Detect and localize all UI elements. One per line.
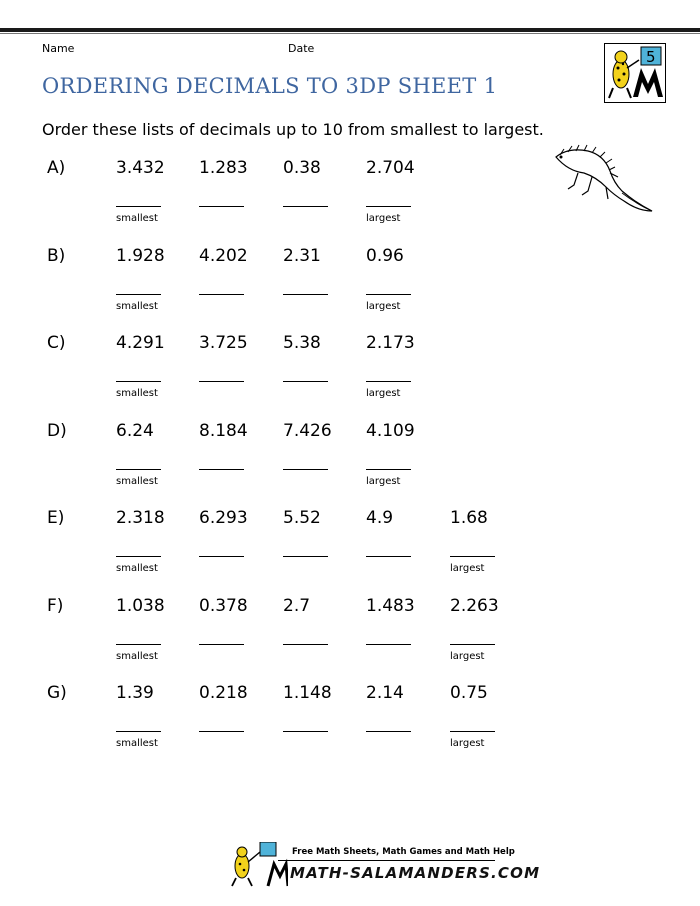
answer-blank[interactable] bbox=[366, 294, 411, 295]
date-label: Date bbox=[288, 42, 315, 55]
answer-blank[interactable] bbox=[366, 644, 411, 645]
answer-blank[interactable] bbox=[199, 381, 244, 382]
decimal-number: 8.184 bbox=[199, 420, 248, 441]
question-label: A) bbox=[47, 158, 66, 178]
answer-blank[interactable] bbox=[116, 644, 161, 645]
smallest-hint: smallest bbox=[116, 388, 158, 399]
decimal-number: 3.725 bbox=[199, 333, 248, 353]
largest-hint: largest bbox=[366, 300, 401, 312]
decimal-number: 1.038 bbox=[116, 595, 165, 616]
smallest-hint: smallest bbox=[116, 738, 158, 749]
answer-blank[interactable] bbox=[283, 731, 328, 732]
decimal-number: 4.291 bbox=[116, 333, 165, 353]
decimal-number: 1.483 bbox=[366, 595, 415, 616]
decimal-number: 1.928 bbox=[116, 245, 165, 266]
top-border-rule bbox=[0, 28, 700, 32]
decimal-number: 6.293 bbox=[199, 508, 248, 528]
largest-hint: largest bbox=[366, 213, 401, 224]
footer-mascot-icon bbox=[228, 842, 288, 892]
answer-blank[interactable] bbox=[199, 206, 244, 207]
decimal-number: 2.14 bbox=[366, 683, 404, 703]
decimal-number: 0.75 bbox=[450, 683, 488, 703]
decimal-number: 0.218 bbox=[199, 683, 248, 703]
decimal-number: 5.52 bbox=[283, 508, 321, 528]
answer-blank[interactable] bbox=[283, 294, 328, 295]
answer-blank[interactable] bbox=[366, 556, 411, 557]
answer-blank[interactable] bbox=[366, 206, 411, 207]
footer-tagline: Free Math Sheets, Math Games and Math Help bbox=[292, 847, 515, 857]
answer-blank[interactable] bbox=[116, 469, 161, 470]
answer-blank[interactable] bbox=[283, 206, 328, 207]
answer-blank[interactable] bbox=[116, 556, 161, 557]
decimal-number: 1.39 bbox=[116, 683, 154, 703]
answer-blank[interactable] bbox=[116, 381, 161, 382]
decimal-number: 2.173 bbox=[366, 333, 415, 353]
question-label: G) bbox=[47, 683, 67, 703]
largest-hint: largest bbox=[450, 650, 485, 662]
smallest-hint: smallest bbox=[116, 650, 158, 662]
answer-blank[interactable] bbox=[283, 644, 328, 645]
answer-blank[interactable] bbox=[199, 294, 244, 295]
decimal-number: 3.432 bbox=[116, 158, 165, 178]
footer-rule bbox=[278, 860, 495, 861]
answer-blank[interactable] bbox=[450, 556, 495, 557]
footer-site-logo: MATH-SALAMANDERS.COM bbox=[290, 864, 541, 882]
answer-blank[interactable] bbox=[283, 381, 328, 382]
answer-blank[interactable] bbox=[116, 731, 161, 732]
top-border-rule-thin bbox=[0, 33, 700, 34]
smallest-hint: smallest bbox=[116, 475, 158, 487]
largest-hint: largest bbox=[450, 563, 485, 574]
decimal-number: 0.96 bbox=[366, 245, 404, 266]
largest-hint: largest bbox=[366, 388, 401, 399]
answer-blank[interactable] bbox=[366, 469, 411, 470]
instructions-text: Order these lists of decimals up to 10 from smallest to largest. bbox=[42, 120, 544, 139]
decimal-number: 1.68 bbox=[450, 508, 488, 528]
answer-blank[interactable] bbox=[366, 731, 411, 732]
decimal-number: 2.31 bbox=[283, 245, 321, 266]
question-label: C) bbox=[47, 333, 66, 353]
answer-blank[interactable] bbox=[199, 731, 244, 732]
decimal-number: 0.378 bbox=[199, 595, 248, 616]
smallest-hint: smallest bbox=[116, 213, 158, 224]
decimal-number: 6.24 bbox=[116, 420, 154, 441]
answer-blank[interactable] bbox=[450, 731, 495, 732]
decimal-number: 2.7 bbox=[283, 595, 311, 616]
decimal-number: 4.202 bbox=[199, 245, 248, 266]
decimal-number: 1.283 bbox=[199, 158, 248, 178]
name-label: Name bbox=[42, 42, 75, 55]
smallest-hint: smallest bbox=[116, 563, 158, 574]
decimal-number: 0.38 bbox=[283, 158, 321, 178]
largest-hint: largest bbox=[450, 738, 485, 749]
answer-blank[interactable] bbox=[116, 294, 161, 295]
answer-blank[interactable] bbox=[283, 469, 328, 470]
answer-blank[interactable] bbox=[199, 644, 244, 645]
answer-blank[interactable] bbox=[366, 381, 411, 382]
answer-blank[interactable] bbox=[116, 206, 161, 207]
page-title: ORDERING DECIMALS TO 3DP SHEET 1 bbox=[42, 74, 498, 98]
decimal-number: 4.109 bbox=[366, 420, 415, 441]
answer-blank[interactable] bbox=[450, 644, 495, 645]
decimal-number: 2.318 bbox=[116, 508, 165, 528]
question-label: F) bbox=[47, 595, 64, 616]
decimal-number: 1.148 bbox=[283, 683, 332, 703]
decimal-number: 4.9 bbox=[366, 508, 394, 528]
question-label: B) bbox=[47, 245, 66, 266]
decimal-number: 2.263 bbox=[450, 595, 499, 616]
grade-badge: 5 bbox=[646, 48, 656, 66]
question-label: D) bbox=[47, 420, 67, 441]
answer-blank[interactable] bbox=[199, 469, 244, 470]
decimal-number: 7.426 bbox=[283, 420, 332, 441]
question-label: E) bbox=[47, 508, 65, 528]
decimal-number: 2.704 bbox=[366, 158, 415, 178]
largest-hint: largest bbox=[366, 475, 401, 487]
answer-blank[interactable] bbox=[283, 556, 328, 557]
smallest-hint: smallest bbox=[116, 300, 158, 312]
answer-blank[interactable] bbox=[199, 556, 244, 557]
decimal-number: 5.38 bbox=[283, 333, 321, 353]
salamander-logo-icon bbox=[604, 43, 666, 103]
salamander-illustration bbox=[548, 143, 658, 222]
